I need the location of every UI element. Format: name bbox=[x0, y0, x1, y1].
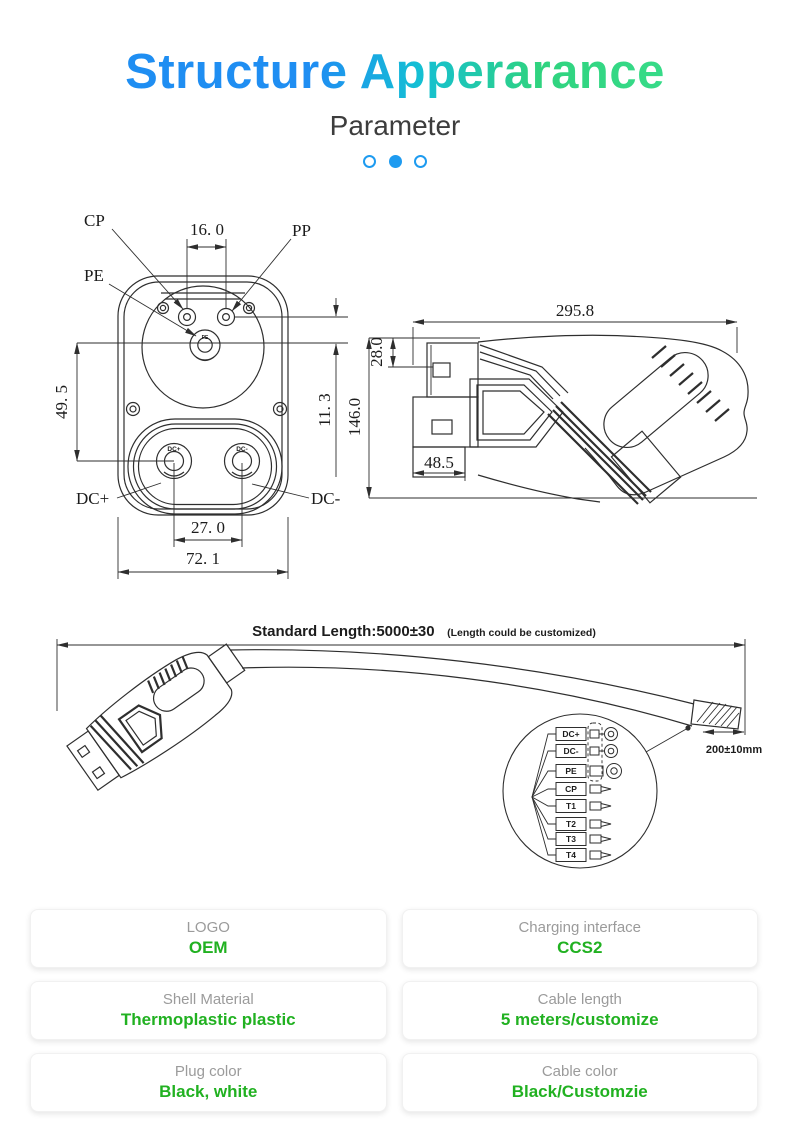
cable-length-label: Standard Length:5000±30 bbox=[252, 623, 435, 640]
svg-text:Standard Length:5000±30 bbox=[252, 623, 596, 640]
pp-pin bbox=[218, 309, 235, 326]
wire-label-t3: T3 bbox=[566, 834, 576, 844]
pagination-dots bbox=[0, 155, 790, 168]
wire-tip bbox=[691, 700, 741, 729]
wire-label-t1: T1 bbox=[566, 801, 576, 811]
page-title: Structure Apperarance bbox=[0, 44, 790, 100]
pagination-dot-2[interactable] bbox=[389, 155, 402, 168]
dim-pin-offset: 28.0 bbox=[367, 337, 386, 367]
wire-label-cp: CP bbox=[565, 784, 577, 794]
cp-label: CP bbox=[84, 211, 105, 230]
connector-face-view bbox=[52, 211, 348, 579]
spec-cards bbox=[30, 909, 758, 1112]
spec-card-logo bbox=[30, 909, 387, 968]
dim-tail-length: 200±10mm bbox=[705, 744, 763, 756]
dim-overall-length: 295.8 bbox=[555, 301, 595, 320]
spec-label: Charging interface bbox=[518, 918, 642, 936]
spec-label: Shell Material bbox=[162, 990, 254, 1008]
cable-length-note: (Length could be customized) bbox=[447, 627, 596, 639]
grip-ridges bbox=[652, 346, 729, 421]
spec-value: Black, white bbox=[159, 1081, 258, 1101]
wire-label-t4: T4 bbox=[566, 850, 576, 860]
spec-value: OEM bbox=[188, 937, 228, 957]
wire-label-t2: T2 bbox=[566, 819, 576, 829]
spec-value: Black/Customzie bbox=[511, 1081, 648, 1101]
spec-card-charging-interface bbox=[402, 909, 759, 968]
wire-breakout-detail bbox=[503, 714, 657, 868]
spec-value: CCS2 bbox=[557, 937, 603, 957]
cable-boot-lines bbox=[548, 402, 651, 504]
dc-minus-label: DC- bbox=[311, 489, 341, 508]
dim-dc-pin-spacing: 27. 0 bbox=[191, 518, 225, 537]
dim-pe-to-dc: 49. 5 bbox=[52, 385, 71, 419]
wire-label-dc-plus: DC+ bbox=[562, 729, 580, 739]
pe-pin-face-label: PE bbox=[201, 335, 209, 341]
spec-label: Plug color bbox=[174, 1062, 242, 1080]
page-header bbox=[0, 0, 790, 168]
dim-overall-height: 146.0 bbox=[345, 397, 364, 437]
dim-signal-pin-spacing: 16. 0 bbox=[190, 220, 224, 239]
technical-drawings bbox=[0, 195, 790, 895]
dim-overall-width: 72. 1 bbox=[186, 549, 220, 568]
section-subtitle: Parameter bbox=[329, 110, 461, 141]
cp-pin bbox=[179, 309, 196, 326]
pp-label: PP bbox=[292, 221, 311, 240]
dc-plus-pin-face-label: DC+ bbox=[167, 446, 181, 453]
dc-minus-pin-face-label: DC- bbox=[236, 446, 248, 453]
spade-terminals bbox=[590, 785, 611, 859]
spec-value: Thermoplastic plastic bbox=[120, 1009, 296, 1029]
pe-pin bbox=[190, 330, 220, 361]
spec-label: Cable length bbox=[537, 990, 622, 1008]
wire-label-pe: PE bbox=[565, 766, 577, 776]
pe-label: PE bbox=[84, 266, 104, 285]
dim-signal-to-pe: 11. 3 bbox=[315, 393, 334, 427]
spec-card-cable-length bbox=[402, 981, 759, 1040]
cable-length-view bbox=[57, 623, 762, 868]
spec-card-cable-color bbox=[402, 1053, 759, 1112]
spec-value: 5 meters/customize bbox=[500, 1009, 659, 1029]
ring-terminals bbox=[590, 728, 622, 779]
connector-side-view bbox=[345, 301, 757, 504]
spec-label: LOGO bbox=[186, 918, 230, 936]
pagination-dot-1[interactable] bbox=[363, 155, 376, 168]
spec-card-plug-color bbox=[30, 1053, 387, 1112]
spec-card-shell-material bbox=[30, 981, 387, 1040]
pagination-dot-3[interactable] bbox=[414, 155, 427, 168]
wire-label-dc-minus: DC- bbox=[563, 746, 579, 756]
spec-label: Cable color bbox=[541, 1062, 618, 1080]
plug-silhouette bbox=[62, 630, 257, 796]
dim-face-width: 48.5 bbox=[424, 453, 454, 472]
dc-plus-label: DC+ bbox=[76, 489, 110, 508]
